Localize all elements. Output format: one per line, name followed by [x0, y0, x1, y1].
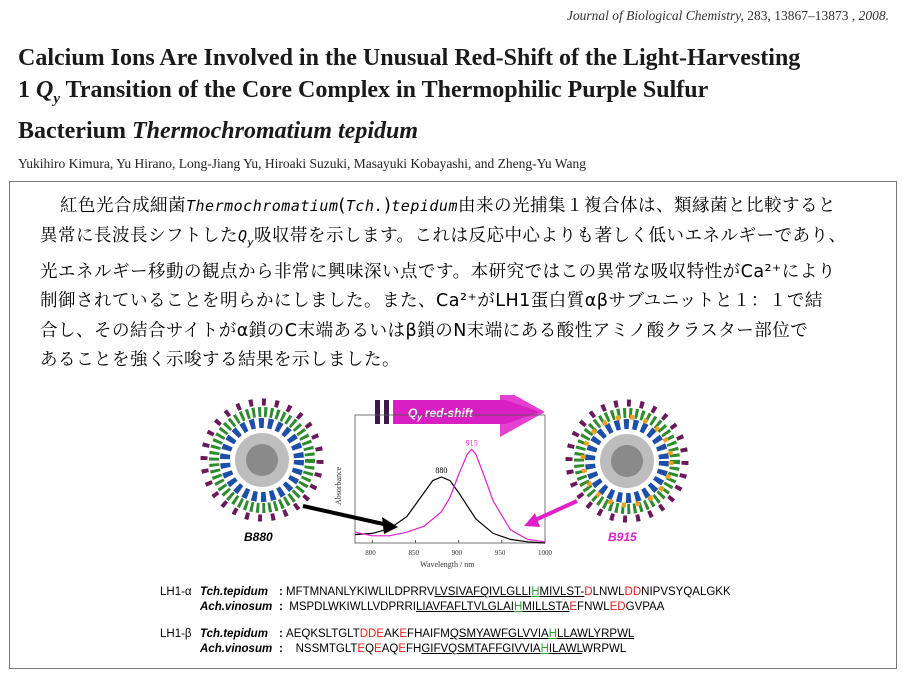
seq-alpha-ach-seg-3: MILLSTA	[522, 601, 570, 613]
arrow-text: red-shift	[424, 406, 473, 420]
title-line-3	[18, 115, 898, 147]
s1d: Tch.	[345, 197, 384, 215]
y-axis-label: Absorbance	[334, 466, 343, 505]
seq-beta-ach-seg-1: E	[357, 643, 366, 655]
arrow-bar-2	[384, 400, 389, 424]
peak-880-label: 880	[435, 466, 448, 475]
b915-core-inner	[611, 445, 643, 477]
seq-beta-ach-seg-5: E	[398, 643, 406, 655]
sequence-alignment	[160, 585, 731, 657]
author-list: Yukihiro Kimura, Yu Hirano, Long-Jiang Yu, Hiroaki Suzuki, Masayuki Kobayashi, and Zheng-Yu Wang	[18, 156, 586, 171]
seq-alpha-tch-seg-5: LNWL	[592, 586, 625, 598]
seq-alpha-ach-seg-2: H	[513, 601, 523, 613]
x-tick-900: 900	[451, 549, 463, 557]
seq-alpha-tch-seg-4: D	[584, 586, 593, 598]
seq-alpha-tch-seg-6: DD	[624, 586, 642, 598]
alpha-tch-name: Tch.tepidum	[200, 586, 268, 598]
seq-alpha-ach-seg-1: LIAVFAFLTVLGLAI	[415, 601, 514, 613]
s1g: 由来の光捕集１複合体は、類縁菌と比較すると	[458, 196, 836, 216]
x-axis-label: Wavelength / nm	[420, 560, 475, 569]
beta-ach-row: Ach.vinosum : NSSMTGLTEQEAQEFHGIFVQSMTAFFGIVVIAHILAWLWRPWL	[200, 643, 627, 655]
summary-line-1	[40, 192, 890, 222]
x-ticks	[365, 540, 552, 557]
alpha-ach-row: Ach.vinosum : MSPDLWKIWLLVDPRRILIAVFAFLTVLGLAIHMILLSTAEFNWLEDGVPAA	[200, 601, 665, 613]
beta-tch-row: LH1-β Tch.tepidum : AEQKSLTGLTDDEAKEFHAIFMQSMYAWFGLVVIAHLLAWLYRPWL	[160, 628, 635, 640]
summary-line-3: 光エネルギー移動の観点から非常に興味深い点です。本研究ではこの異常な吸収特性がCa²⁺により	[40, 261, 836, 282]
beta-ach-name: Ach.vinosum	[200, 643, 273, 655]
b880-complex-illustration	[204, 402, 320, 518]
s1f: tepidum	[391, 197, 458, 215]
seq-beta-ach-seg-6: FH	[405, 643, 422, 655]
pages: 13867–13873 ,	[774, 8, 856, 23]
b915-label: B915	[608, 530, 637, 544]
seq-beta-tch-seg-6: H	[548, 628, 557, 640]
seq-beta-tch-seg-3: E	[399, 628, 408, 640]
seq-alpha-ach-seg-5: FNWL	[577, 601, 610, 613]
title-number: 1	[18, 77, 30, 103]
journal-name: Journal of Biological Chemistry,	[566, 8, 744, 23]
summary-line-5: 合し、その結合サイトがα鎖のC末端あるいはβ鎖のN末端にある酸性アミノ酸クラスター部位で	[40, 320, 809, 341]
beta-tch-sequence	[286, 628, 634, 640]
title-q: Q	[36, 77, 54, 103]
seq-alpha-tch-seg-2: H	[531, 586, 540, 598]
title-rest: Transition of the Core Complex in Thermophilic Purple Sulfur	[65, 77, 709, 103]
seq-beta-tch-seg-2: AK	[384, 628, 400, 640]
seq-beta-ach-seg-8: H	[540, 643, 549, 655]
arrow-bar-1	[375, 400, 380, 424]
seq-beta-ach-seg-2: Q	[365, 643, 375, 655]
seq-beta-ach-seg-0: NSSMTGLT	[295, 643, 358, 655]
seq-alpha-tch-seg-1: LVSIVAFQIVLGLLI	[434, 586, 532, 598]
summary-line-4: 制御されていることを明らかにしました。また、Ca²⁺がLH1蛋白質αβサブユニットと１：１で結	[40, 291, 823, 311]
seq-beta-tch-seg-7: LLAWLYRPWL	[557, 628, 635, 640]
beta-ach-sequence	[296, 643, 627, 655]
year: 2008.	[858, 8, 889, 23]
summary-line-2	[40, 222, 890, 258]
s2a: 異常に長波長シフトした	[40, 225, 238, 246]
title-q-sub: y	[53, 90, 61, 107]
seq-beta-tch-seg-1: DDE	[359, 628, 385, 640]
seq-beta-ach-seg-7: GIFVQSMTAFFGIVVIA	[421, 643, 541, 655]
summary-line-6: あることを強く示唆する結果を示しました。	[40, 350, 400, 370]
s1b: Thermochromatium	[186, 197, 339, 215]
seq-alpha-ach-seg-6: ED	[609, 601, 626, 613]
title-bacterium: Bacterium	[18, 117, 126, 144]
s1c: (	[338, 196, 346, 216]
beta-tch-name: Tch.tepidum	[200, 628, 268, 640]
seq-alpha-tch-seg-0: MFTMNANLYKIWLILDPRRV	[286, 586, 435, 598]
alpha-tch-row: LH1-α Tch.tepidum : MFTMNANLYKIWLILDPRRVLVSIVAFQIVLGLLIHMIVLST-DLNWLDDNIPVSYQALGKK	[160, 586, 731, 598]
japanese-summary	[40, 192, 890, 376]
seq-beta-tch-seg-4: FHAIFM	[407, 628, 450, 640]
peak-915-label: 915	[465, 438, 478, 448]
x-tick-950: 950	[494, 549, 506, 557]
seq-beta-tch-seg-5: QSMYAWFGLVVIA	[449, 628, 549, 640]
arrow-q-sub: y	[417, 413, 422, 422]
b915-complex-illustration	[569, 403, 685, 519]
title-line-1: Calcium Ions Are Involved in the Unusual Red-Shift of the Light-Harvesting	[18, 45, 801, 71]
s2y: y	[247, 237, 254, 248]
seq-alpha-ach-seg-7: GVPAA	[625, 601, 665, 613]
seq-beta-ach-seg-10: WRPWL	[582, 643, 627, 655]
lh1-alpha-label: LH1-α	[160, 586, 192, 598]
left-pointer-head	[382, 517, 398, 534]
x-tick-850: 850	[408, 549, 419, 557]
alpha-ach-sequence	[289, 601, 664, 613]
seq-beta-ach-seg-3: E	[374, 643, 382, 655]
citation	[567, 8, 889, 24]
lh1-beta-label: LH1-β	[160, 628, 192, 640]
volume: 283,	[747, 8, 771, 23]
title-species: Thermochromatium tepidum	[131, 117, 418, 144]
s2q: Q	[238, 226, 248, 245]
arrow-q: Q	[408, 406, 418, 420]
s2b: 吸収帯を示します。これは反応中心よりも著しく低いエネルギーであり、	[253, 225, 847, 246]
alpha-tch-sequence	[286, 586, 731, 598]
seq-alpha-tch-seg-7: NIPVSYQALGKK	[641, 586, 731, 598]
summary-figure	[0, 395, 909, 575]
x-tick-1000: 1000	[538, 549, 552, 557]
alpha-ach-name: Ach.vinosum	[200, 601, 273, 613]
left-pointer-arrow	[303, 506, 388, 525]
s1a: 紅色光合成細菌	[60, 196, 186, 216]
seq-beta-ach-seg-4: AQ	[381, 643, 399, 655]
title-line-2	[18, 74, 898, 115]
s1e: )	[383, 196, 392, 216]
seq-alpha-ach-seg-0: MSPDLWKIWLLVDPRRI	[289, 601, 416, 613]
seq-beta-tch-seg-0: AEQKSLTGLT	[286, 628, 360, 640]
b880-label: B880	[244, 530, 273, 544]
seq-beta-ach-seg-9: ILAWL	[548, 643, 583, 655]
right-pointer-arrow	[533, 501, 577, 521]
x-tick-800: 800	[365, 549, 376, 557]
b880-core-inner	[246, 444, 278, 476]
paper-title	[18, 42, 898, 147]
seq-alpha-tch-seg-3: MIVLST-	[539, 586, 585, 598]
seq-alpha-ach-seg-4: E	[569, 601, 578, 613]
